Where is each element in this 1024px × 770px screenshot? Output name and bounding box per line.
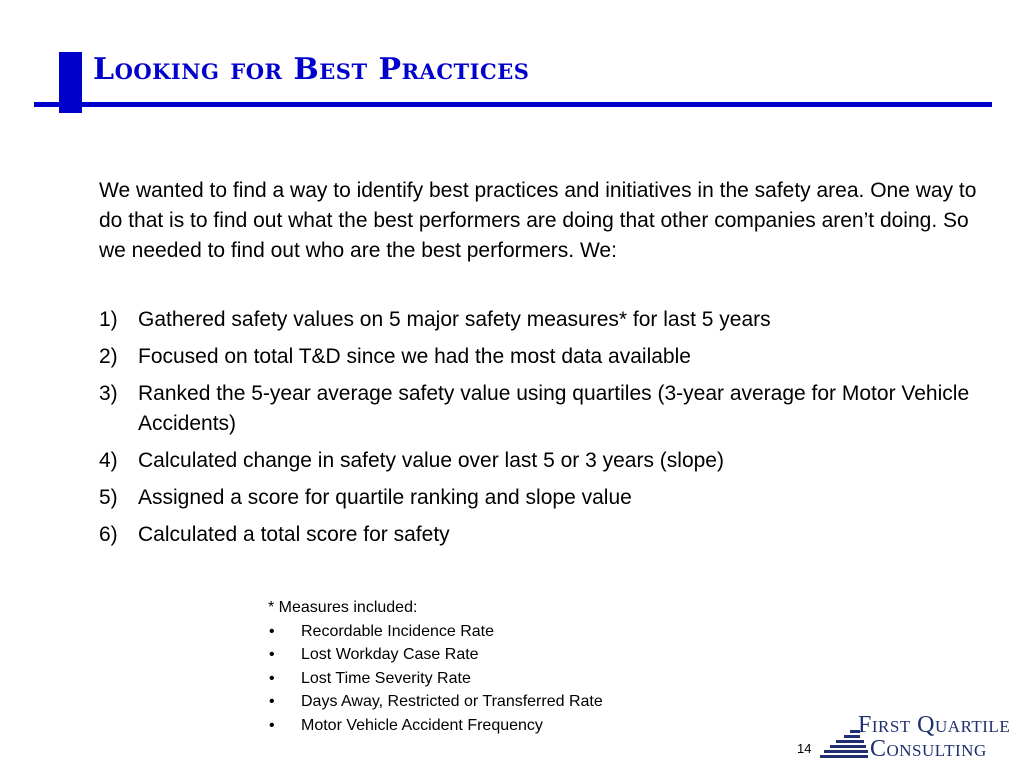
intro-paragraph: We wanted to find a way to identify best practices and initiatives in the safety area. One way to do that is to find out what the best performers are doing that other companies aren’t doing. So we needed to find out who are the best performers. We: xyxy=(99,179,977,262)
measure-item xyxy=(268,643,768,667)
step-number: 5) xyxy=(99,486,118,509)
step-item xyxy=(99,483,989,513)
measures-list xyxy=(268,620,768,738)
measure-text: Recordable Incidence Rate xyxy=(301,622,495,640)
step-item xyxy=(99,520,989,550)
bullet-icon: • xyxy=(269,669,275,687)
step-number: 4) xyxy=(99,449,118,472)
measure-text: Lost Workday Case Rate xyxy=(301,646,479,664)
bullet-icon: • xyxy=(269,693,275,711)
step-text: Ranked the 5-year average safety value using quartiles (3-year average for Motor Vehicle Accidents) xyxy=(138,382,970,435)
bullet-icon: • xyxy=(269,716,275,734)
step-item xyxy=(99,446,989,476)
step-text: Assigned a score for quartile ranking and slope value xyxy=(138,486,632,509)
step-item xyxy=(99,342,989,372)
step-text: Gathered safety values on 5 major safety measures* for last 5 years xyxy=(138,308,771,331)
measures-footnote xyxy=(268,596,768,738)
step-text: Calculated change in safety value over last 5 or 3 years (slope) xyxy=(138,449,724,472)
footnote-heading: * Measures included: xyxy=(268,599,418,616)
logo-line2: Consulting xyxy=(870,736,987,762)
measure-item xyxy=(268,690,768,714)
measure-text: Days Away, Restricted or Transferred Rate xyxy=(301,693,603,711)
steps-list xyxy=(99,305,989,557)
step-text: Focused on total T&D since we had the most data available xyxy=(138,345,691,368)
step-item xyxy=(99,379,989,439)
measure-item xyxy=(268,667,768,691)
step-number: 6) xyxy=(99,523,118,546)
logo-line1: First Quartile xyxy=(858,712,1011,738)
step-number: 2) xyxy=(99,345,118,368)
slide-title: Looking for Best Practices xyxy=(93,52,530,87)
step-number: 3) xyxy=(99,382,118,405)
step-number: 1) xyxy=(99,308,118,331)
title-underline-rule xyxy=(34,102,992,107)
measure-item xyxy=(268,714,768,738)
measure-item xyxy=(268,620,768,644)
step-item xyxy=(99,305,989,335)
measure-text: Lost Time Severity Rate xyxy=(301,669,471,687)
bullet-icon: • xyxy=(269,646,275,664)
page-number: 14 xyxy=(797,741,812,756)
bullet-icon: • xyxy=(269,622,275,640)
step-text: Calculated a total score for safety xyxy=(138,523,450,546)
company-logo xyxy=(820,712,1020,764)
measure-text: Motor Vehicle Accident Frequency xyxy=(301,716,543,734)
